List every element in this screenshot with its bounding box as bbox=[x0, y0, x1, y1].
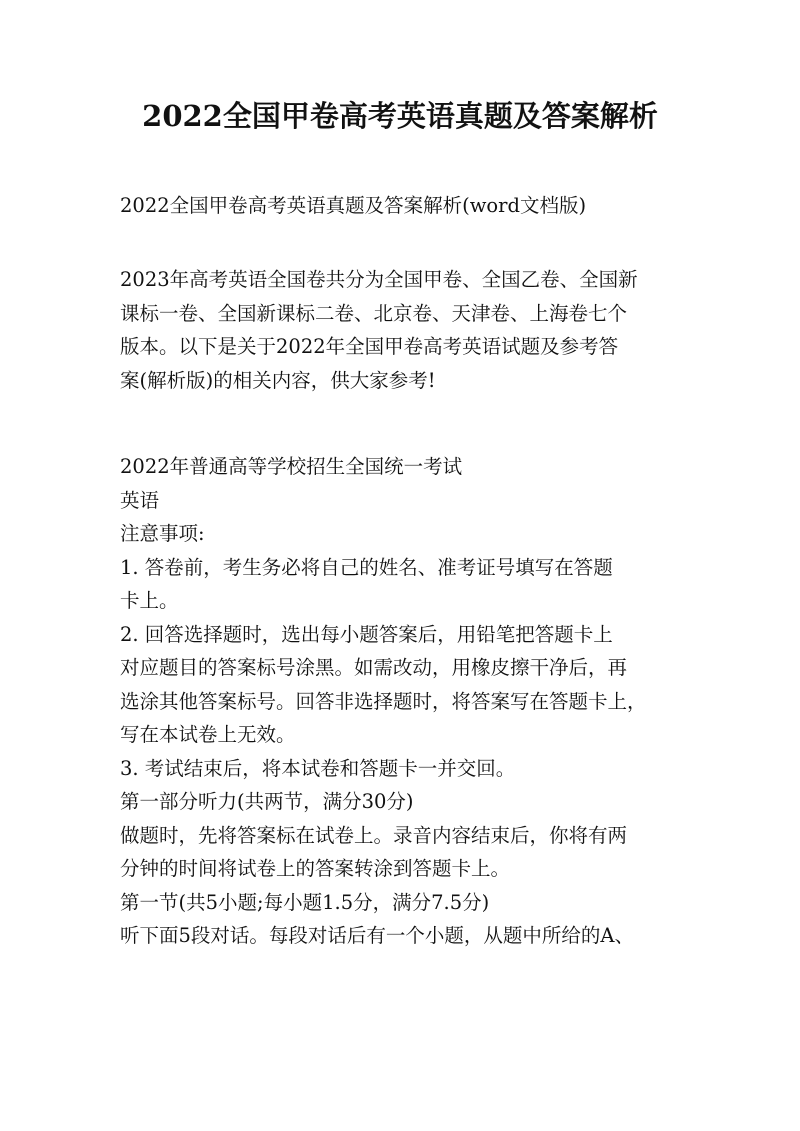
intro-line-3: 版本。以下是关于2022年全国甲卷高考英语试题及参考答 bbox=[120, 335, 619, 358]
note-2-line-3: 选涂其他答案标号。回答非选择题时，将答案写在答题卡上， bbox=[120, 689, 647, 713]
note-1-line-1: 1. 答卷前，考生务必将自己的姓名、准考证号填写在答题 bbox=[120, 555, 613, 579]
document-subtitle bbox=[120, 189, 690, 223]
exam-heading: 2022年普通高等学校招生全国统一考试 bbox=[120, 455, 463, 478]
subject-label: 英语 bbox=[120, 488, 160, 512]
intro-line-2: 课标一卷、全国新课标二卷、北京卷、天津卷、上海卷七个 bbox=[120, 301, 628, 325]
part-one-instruction-line-2: 分钟的时间将试卷上的答案转涂到答题卡上。 bbox=[120, 857, 511, 880]
subtitle-line: 2022全国甲卷高考英语真题及答案解析(word文档版) bbox=[120, 194, 587, 217]
section-one-heading: 第一节(共5小题;每小题1.5分，满分7.5分) bbox=[120, 890, 490, 914]
intro-line-4: 案(解析版)的相关内容，供大家参考! bbox=[120, 368, 436, 392]
note-2-line-4: 写在本试卷上无效。 bbox=[120, 723, 296, 746]
part-one-instruction-line-1: 做题时，先将答案标在试卷上。录音内容结束后，你将有两 bbox=[120, 823, 628, 847]
exam-body bbox=[120, 450, 690, 953]
intro-paragraph bbox=[120, 263, 690, 397]
notes-heading: 注意事项: bbox=[120, 522, 205, 545]
section-one-instruction-line-1: 听下面5段对话。每段对话后有一个小题，从题中所给的A、 bbox=[120, 924, 634, 947]
note-1-line-2: 卡上。 bbox=[120, 589, 179, 612]
note-3-line-1: 3. 考试结束后，将本试卷和答题卡一并交回。 bbox=[120, 756, 516, 780]
document-title: 2022全国甲卷高考英语真题及答案解析 bbox=[142, 99, 658, 133]
note-2-line-2: 对应题目的答案标号涂黑。如需改动，用橡皮擦干净后，再 bbox=[120, 656, 628, 679]
note-2-line-1: 2. 回答选择题时，选出每小题答案后，用铅笔把答题卡上 bbox=[120, 622, 613, 646]
intro-line-1: 2023年高考英语全国卷共分为全国甲卷、全国乙卷、全国新 bbox=[120, 268, 638, 291]
part-one-heading: 第一部分听力(共两节，满分30分) bbox=[120, 790, 414, 813]
